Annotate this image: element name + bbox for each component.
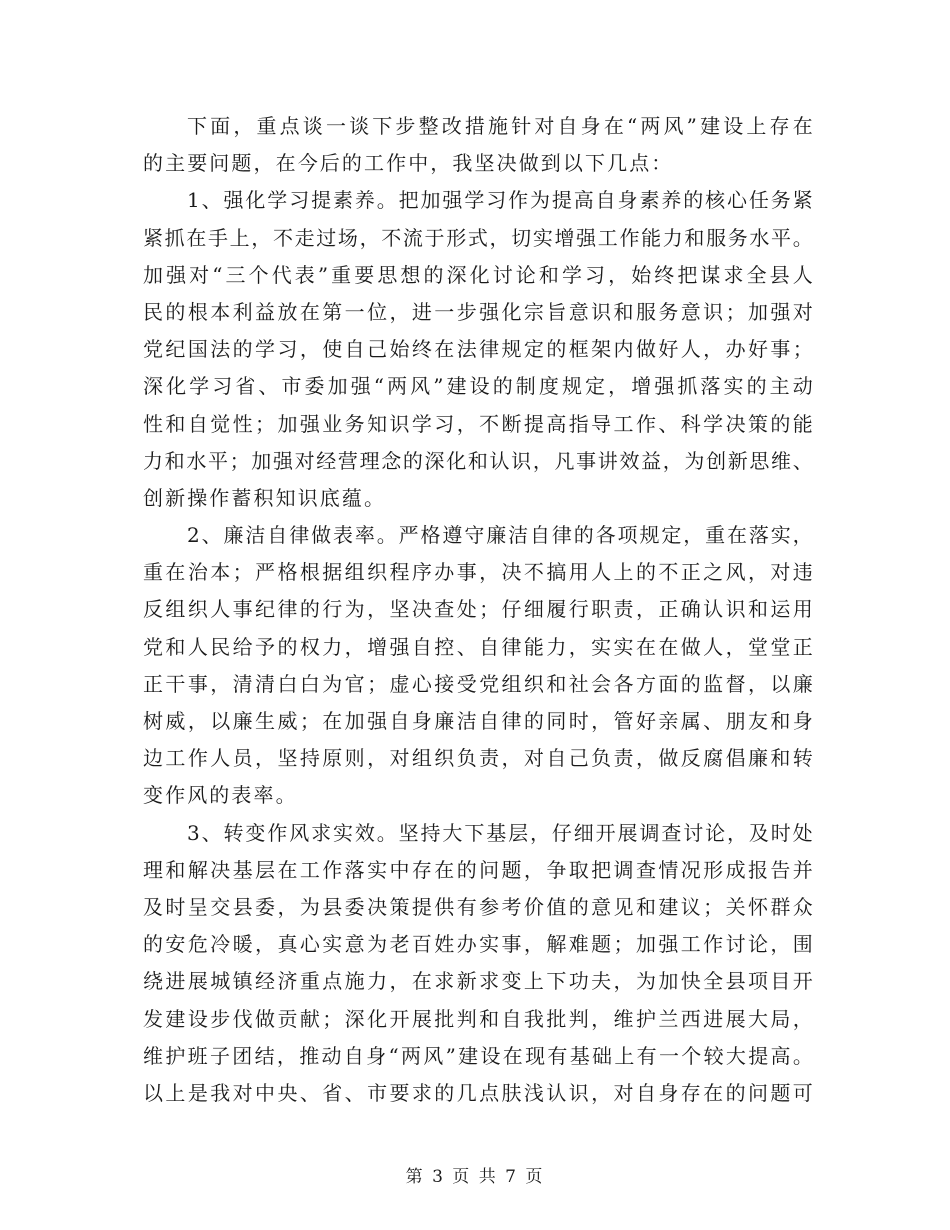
text-line: 反 组 织 人 事 纪 律 的 行 为 ， 坚 决 查 处 ； 仔 细 履 行 职 责 ， 正 确 认 识 和 运 用 [143,597,813,622]
text-line: 以 上 是 我 对 中 央 、 省 、 市 要 求 的 几 点 肤 浅 认 识 ， 对 自 身 存 在 的 问 题 可 [143,1080,813,1105]
text-line: 变作风的表率。 [143,783,298,808]
text-line: 及 时 呈 交 县 委 ， 为 县 委 决 策 提 供 有 参 考 价 值 的 意 见 和 建 议 ； 关 怀 群 众 [143,894,813,919]
text-line: 边 工 作 人 员 ， 坚 持 原 则 ， 对 组 织 负 责 ， 对 自 己 负 责 ， 做 反 腐 倡 廉 和 转 [143,746,813,771]
text-line: 1 、 强 化 学 习 提 素 养 。 把 加 强 学 习 作 为 提 高 自 身 素 养 的 核 心 任 务 紧 [187,188,813,213]
text-line: 力 和 水 平 ； 加 强 对 经 营 理 念 的 深 化 和 认 识 ， 凡 事 讲 效 益 ， 为 创 新 思 维 、 [143,448,813,473]
text-line: 维 护 班 子 团 结 ， 推 动 自 身 “ 两 风 ” 建 设 在 现 有 基 础 上 有 一 个 较 大 提 高 。 [143,1043,813,1068]
text-line: 下 面 ， 重 点 谈 一 谈 下 步 整 改 措 施 针 对 自 身 在 “ 两 风 ” 建 设 上 存 在 [187,114,813,138]
text-line: 理 和 解 决 基 层 在 工 作 落 实 中 存 在 的 问 题 ， 争 取 把 调 查 情 况 形 成 报 告 并 [143,857,813,882]
text-line: 树 威 ， 以 廉 生 威 ； 在 加 强 自 身 廉 洁 自 律 的 同 时 ， 管 好 亲 属 、 朋 友 和 身 [143,709,813,733]
text-line: 正 干 事 ， 清 清 白 白 为 官 ； 虚 心 接 受 党 组 织 和 社 会 各 方 面 的 监 督 ， 以 廉 [143,671,813,696]
page-number-footer: 第 3 页 共 7 页 [405,1167,545,1187]
text-line: 党 和 人 民 给 予 的 权 力 ， 增 强 自 控 、 自 律 能 力 ， 实 实 在 在 做 人 ， 堂 堂 正 [143,634,813,659]
text-line: 创新操作蓄积知识底蕴。 [143,485,387,510]
document-body [143,108,813,1112]
text-line: 紧 抓 在 手 上 ， 不 走 过 场 ， 不 流 于 形 式 ， 切 实 增 强 工 作 能 力 和 服 务 水 平 。 [143,225,813,250]
text-line: 绕 进 展 城 镇 经 济 重 点 施 力 ， 在 求 新 求 变 上 下 功 夫 ， 为 加 快 全 县 项 目 开 [143,969,813,994]
text-line: 的主要问题，在今后的工作中，我坚决做到以下几点： [143,151,674,176]
text-line: 发 建 设 步 伐 做 贡 献 ； 深 化 开 展 批 判 和 自 我 批 判 ， 维 护 兰 西 进 展 大 局 ， [143,1006,813,1031]
text-line: 党 纪 国 法 的 学 习 ， 使 自 己 始 终 在 法 律 规 定 的 框 架 内 做 好 人 ， 办 好 事 ； [143,337,813,362]
text-line: 加 强 对 “ 三 个 代 表 ” 重 要 思 想 的 深 化 讨 论 和 学 习 ， 始 终 把 谋 求 全 县 人 [143,262,813,287]
text-line: 的 安 危 冷 暖 ， 真 心 实 意 为 老 百 姓 办 实 事 ， 解 难 题 ； 加 强 工 作 讨 论 ， 围 [143,932,813,957]
text-line: 2 、 廉 洁 自 律 做 表 率 。 严 格 遵 守 廉 洁 自 律 的 各 项 规 定 ， 重 在 落 实 ， [187,523,813,548]
text-line: 性 和 自 觉 性 ； 加 强 业 务 知 识 学 习 ， 不 断 提 高 指 导 工 作 、 科 学 决 策 的 能 [143,411,813,436]
text-line: 民 的 根 本 利 益 放 在 第 一 位 ， 进 一 步 强 化 宗 旨 意 识 和 服 务 意 识 ； 加 强 对 [143,299,813,324]
text-line: 重 在 治 本 ； 严 格 根 据 组 织 程 序 办 事 ， 决 不 搞 用 人 上 的 不 正 之 风 ， 对 违 [143,560,813,585]
text-line: 3 、 转 变 作 风 求 实 效 。 坚 持 大 下 基 层 ， 仔 细 开 展 调 查 讨 论 ， 及 时 处 [187,820,813,845]
text-line: 深 化 学 习 省 、 市 委 加 强 “ 两 风 ” 建 设 的 制 度 规 定 ， 增 强 抓 落 实 的 主 动 [143,374,813,399]
